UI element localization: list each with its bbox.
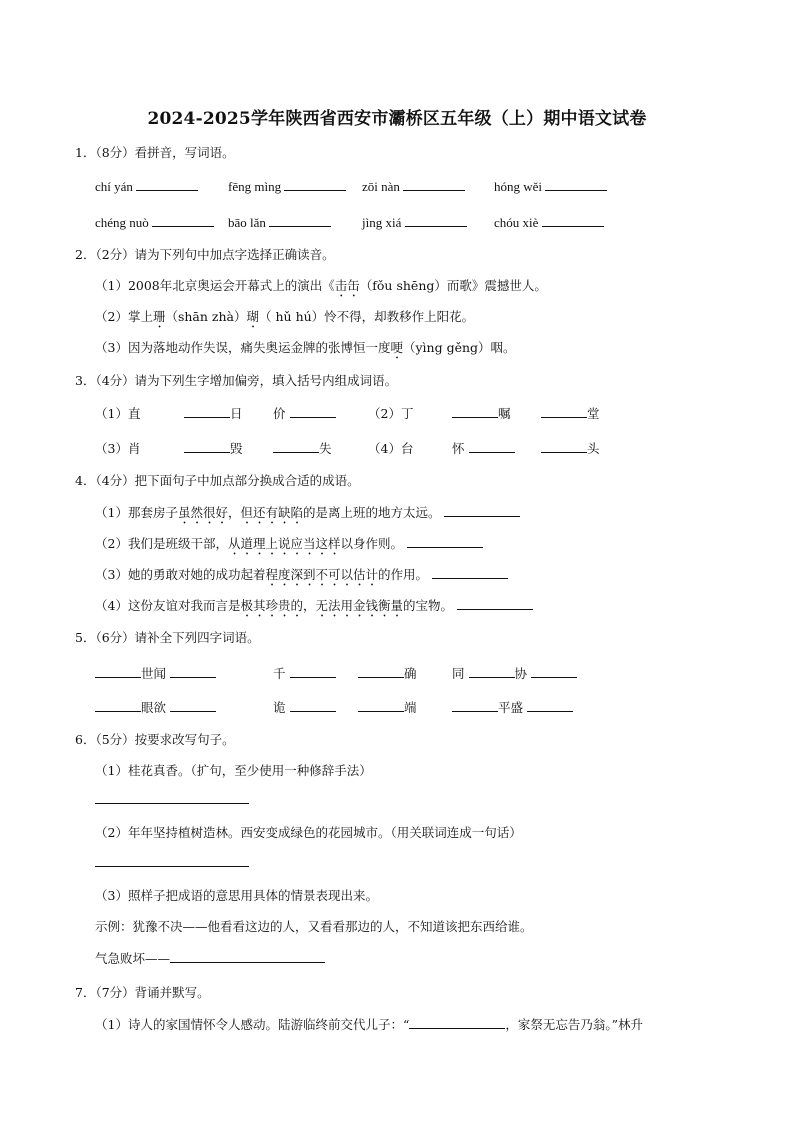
question-7-heading: 7．（7分）背诵并默写。 — [75, 985, 210, 1000]
fill-item: 嘱 — [452, 404, 511, 422]
idiom-item: 千 — [273, 664, 336, 682]
question-4-heading: 4．（4分）把下面句子中加点部分换成合适的成语。 — [75, 473, 360, 488]
dotted-characters: 哽 — [390, 340, 403, 355]
fill-item: 怀 — [452, 439, 515, 457]
pinyin-item: chéng nuò — [95, 213, 214, 231]
character-prompt: （2）丁 — [368, 406, 414, 421]
question-2-sentence-3: （3）因为落地动作失误，痛失奥运金牌的张博恒一度哽（yìng gěng）咽。 — [95, 340, 516, 355]
answer-blank[interactable] — [284, 177, 346, 191]
pinyin-item: fēng mìng — [228, 177, 346, 195]
fill-item: 价 — [273, 404, 336, 422]
idiom-item: 平盛 — [452, 698, 573, 716]
question-1-heading: 1．（8分）看拼音，写词语。 — [75, 145, 235, 160]
dotted-phrase: 从道理上说应当这样 — [227, 536, 341, 551]
answer-blank[interactable] — [170, 664, 216, 678]
answer-blank[interactable] — [136, 177, 198, 191]
idiom-item: 确 — [358, 664, 417, 682]
answer-blank[interactable] — [170, 698, 216, 712]
answer-blank[interactable] — [432, 565, 508, 579]
idiom-item: 同 协 — [452, 664, 577, 682]
question-2-heading: 2．（2分）请为下列句中加点字选择正确读音。 — [75, 247, 335, 262]
question-4-sentence-1: （1）那套房子虽然很好，但还有缺陷的是离上班的地方太远。 — [95, 503, 520, 527]
dotted-phrase: 虽然很好，但还有缺陷 — [177, 505, 303, 520]
pinyin-item: hóng wěi — [494, 177, 607, 195]
answer-blank[interactable] — [152, 213, 214, 227]
fill-item: 头 — [541, 439, 600, 457]
dotted-characters: 击缶 — [334, 278, 360, 293]
dotted-phrase: 极其珍贵的，无法用金钱衡量 — [240, 598, 403, 613]
question-4-sentence-4: （4）这份友谊对我而言是极其珍贵的，无法用金钱衡量的宝物。 — [95, 596, 533, 620]
answer-blank[interactable] — [403, 177, 465, 191]
answer-blank[interactable] — [531, 664, 577, 678]
answer-blank[interactable] — [407, 534, 483, 548]
idiom-item: 世闻 — [95, 664, 216, 682]
idiom-item: 端 — [358, 698, 417, 716]
answer-blank[interactable] — [469, 439, 515, 453]
answer-blank[interactable] — [541, 404, 587, 418]
answer-blank[interactable] — [409, 1015, 505, 1029]
fill-item: 毁 — [184, 439, 243, 457]
fill-item: 日 — [184, 404, 243, 422]
dotted-phrase: 程度深到不可以估计 — [265, 567, 378, 582]
answer-blank[interactable] — [527, 698, 573, 712]
answer-blank[interactable] — [452, 404, 498, 418]
answer-blank[interactable] — [290, 698, 336, 712]
answer-blank[interactable] — [542, 213, 604, 227]
answer-blank[interactable] — [170, 949, 325, 963]
answer-line[interactable] — [95, 790, 249, 809]
answer-line[interactable] — [95, 853, 249, 872]
question-6-heading: 6．（5分）按要求改写句子。 — [75, 732, 235, 747]
question-3-heading: 3．（4分）请为下列生字增加偏旁，填入括号内组成词语。 — [75, 373, 398, 388]
question-2-sentence-2: （2）掌上珊（shān zhà）瑚（ hǔ hú）怜不得，却教移作上阳花。 — [95, 309, 475, 324]
answer-blank[interactable] — [452, 698, 498, 712]
pinyin-item: chí yán — [95, 177, 198, 195]
dotted-characters: 珊 — [152, 309, 166, 324]
question-6-sentence-1: （1）桂花真香。（扩句，至少使用一种修辞手法） — [95, 763, 372, 778]
pinyin-item: chóu xiè — [494, 213, 604, 231]
answer-blank[interactable] — [184, 404, 230, 418]
pinyin-item: jìng xiá — [362, 213, 467, 231]
answer-blank[interactable] — [469, 664, 515, 678]
answer-blank[interactable] — [541, 439, 587, 453]
idiom-item: 诡 — [273, 698, 336, 716]
answer-blank[interactable] — [184, 439, 230, 453]
answer-blank[interactable] — [269, 213, 331, 227]
page-title: 2024-2025学年陕西省西安市灞桥区五年级（上）期中语文试卷 — [147, 109, 647, 129]
answer-blank[interactable] — [358, 664, 404, 678]
question-5-heading: 5．（6分）请补全下列四字词语。 — [75, 630, 260, 645]
character-prompt: （1）直 — [95, 406, 141, 421]
character-prompt: （4）台 — [368, 441, 414, 456]
pinyin-item: bāo lǎn — [228, 213, 331, 231]
dotted-characters: 瑚 — [246, 309, 260, 324]
pinyin-item: zōi nàn — [362, 177, 465, 195]
answer-blank[interactable] — [405, 213, 467, 227]
answer-blank[interactable] — [95, 698, 141, 712]
question-4-sentence-2: （2）我们是班级干部，从道理上说应当这样以身作则。 — [95, 534, 483, 558]
answer-blank[interactable] — [358, 698, 404, 712]
question-6-sentence-3: （3）照样子把成语的意思用具体的情景表现出来。 — [95, 888, 378, 903]
answer-blank[interactable] — [457, 596, 533, 610]
character-prompt: （3）肖 — [95, 441, 141, 456]
answer-blank[interactable] — [290, 404, 336, 418]
fill-item: 失 — [273, 439, 332, 457]
idiom-item: 眼欲 — [95, 698, 216, 716]
question-4-sentence-3: （3）她的勇敢对她的成功起着程度深到不可以估计的作用。 — [95, 565, 508, 589]
answer-blank[interactable] — [273, 439, 319, 453]
answer-blank[interactable] — [545, 177, 607, 191]
answer-blank[interactable] — [290, 664, 336, 678]
example-text: 示例：犹豫不决——他看看这边的人，又看看那边的人，不知道该把东西给谁。 — [95, 919, 533, 934]
question-7-sentence-1: （1）诗人的家国情怀令人感动。陆游临终前交代儿子：“ ，家祭无忘告乃翁。”林升 — [95, 1017, 644, 1032]
answer-blank[interactable] — [95, 664, 141, 678]
answer-blank[interactable] — [444, 503, 520, 517]
fill-item: 堂 — [541, 404, 600, 422]
idiom-prompt: 气急败坏—— — [95, 949, 325, 968]
question-6-sentence-2: （2）年年坚持植树造林。西安变成绿色的花园城市。（用关联词连成一句话） — [95, 825, 522, 840]
question-2-sentence-1: （1）2008年北京奥运会开幕式上的演出《击缶（fǒu shēng）而歌》震撼世人。 — [95, 278, 547, 293]
